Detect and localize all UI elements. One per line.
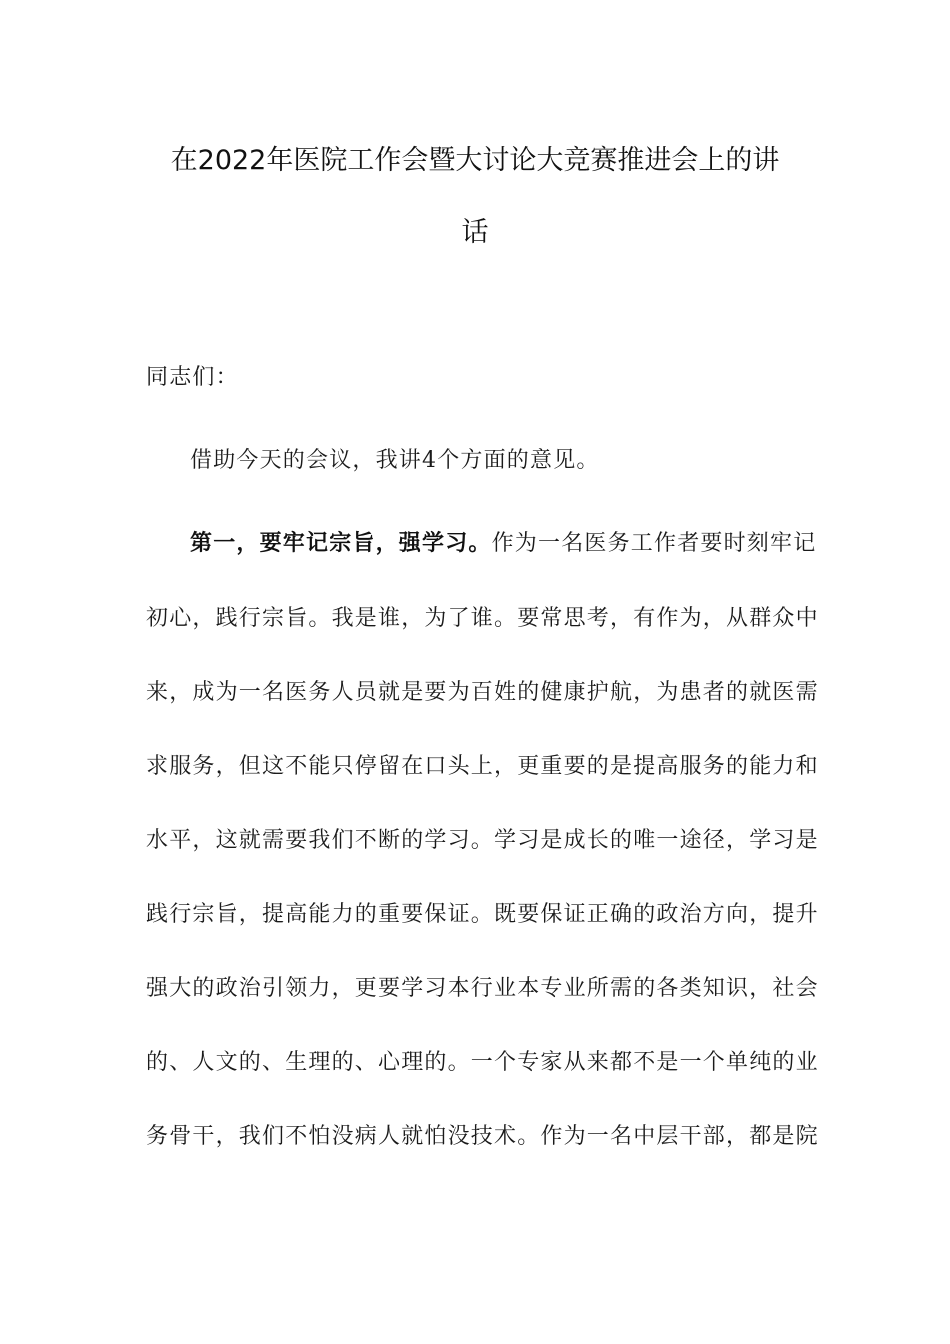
section-1-line-4: 水平，这就需要我们不断的学习。学习是成长的唯一途径，学习是	[146, 828, 819, 853]
section-1-line-6: 强大的政治引领力，更要学习本行业本专业所需的各类知识，社会	[146, 976, 819, 1001]
document-title-line-1: 在2022年医院工作会暨大讨论大竞赛推进会上的讲	[170, 145, 780, 176]
section-1-line-0: 作为一名医务工作者要时刻牢记	[491, 531, 817, 556]
section-1-line-7: 的、人文的、生理的、心理的。一个专家从来都不是一个单纯的业	[146, 1050, 819, 1075]
document-title-line-2: 话	[461, 217, 489, 248]
salutation: 同志们：	[146, 365, 239, 390]
intro-paragraph: 借助今天的会议，我讲4个方面的意见。	[190, 448, 600, 473]
section-1-heading: 第一，要牢记宗旨，强学习。	[190, 531, 492, 556]
section-1-line-8: 务骨干，我们不怕没病人就怕没技术。作为一名中层干部，都是院	[146, 1124, 819, 1149]
section-1-line-5: 践行宗旨，提高能力的重要保证。既要保证正确的政治方向，提升	[146, 902, 819, 927]
section-1-line-1: 初心，践行宗旨。我是谁，为了谁。要常思考，有作为，从群众中	[146, 606, 819, 631]
section-1-line-2: 来，成为一名医务人员就是要为百姓的健康护航，为患者的就医需	[146, 680, 819, 705]
section-1-first-line	[190, 529, 817, 559]
section-1-line-3: 求服务，但这不能只停留在口头上，更重要的是提高服务的能力和	[146, 754, 819, 779]
